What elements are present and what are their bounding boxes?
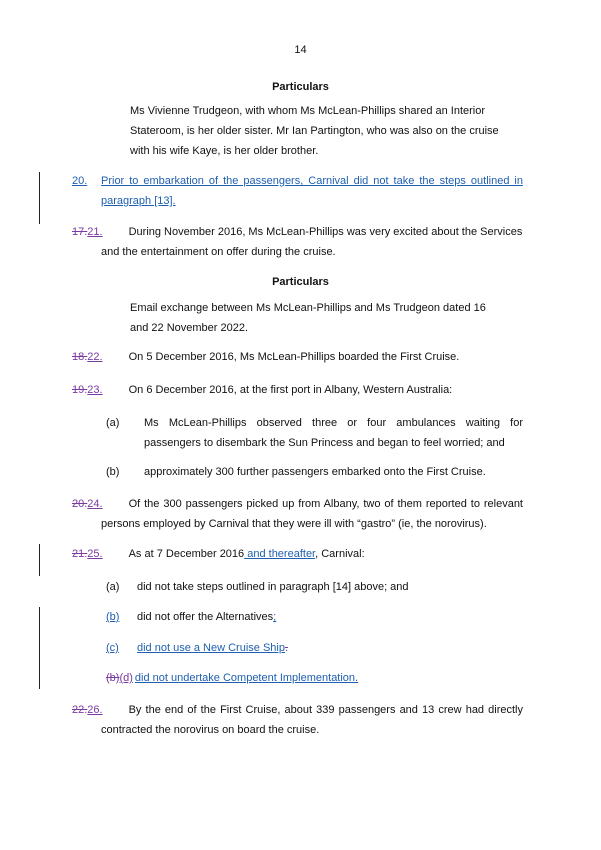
para-23-b-label: (b)	[106, 466, 120, 478]
particulars-1-line-1: Ms Vivienne Trudgeon, with whom Ms McLean-Phillips shared an Interior	[130, 105, 486, 117]
change-bar	[39, 607, 40, 689]
para-24-line-1: Of the 300 passengers picked up from Albany, two of them reported to relevant	[128, 498, 523, 510]
para-22-old-number: 18.	[72, 351, 88, 363]
para-25-c-text: did not use a New Cruise Ship	[137, 642, 285, 654]
para-25-a-text: did not take steps outlined in paragraph [14] above; and	[137, 581, 409, 593]
para-25-suffix: , Carnival:	[315, 548, 365, 560]
particulars-heading-2: Particulars	[272, 276, 329, 288]
particulars-1-line-3: with his wife Kaye, is her older brother.	[130, 145, 319, 157]
para-23	[72, 381, 452, 400]
para-25-d-text: did not undertake Competent Implementation.	[134, 672, 359, 684]
para-22-text: On 5 December 2016, Ms McLean-Phillips boarded the First Cruise.	[128, 351, 460, 363]
para-25-d	[106, 669, 358, 688]
para-23-text: On 6 December 2016, at the first port in Albany, Western Australia:	[128, 384, 453, 396]
para-23-old-number: 19.	[72, 384, 88, 396]
para-24-old-number: 20.	[72, 498, 88, 510]
para-20-line-1: Prior to embarkation of the passengers, Carnival did not take the steps outlined in	[101, 175, 523, 187]
particulars-2-line-2: and 22 November 2022.	[130, 322, 249, 334]
para-21	[72, 223, 522, 242]
para-26-line-1: By the end of the First Cruise, about 339 passengers and 13 crew had directly	[128, 704, 523, 716]
particulars-2-line-1: Email exchange between Ms McLean-Phillips and Ms Trudgeon dated 16	[130, 302, 486, 314]
para-23-a-label: (a)	[106, 417, 120, 429]
para-26-new-number: 26.	[87, 704, 103, 716]
change-bar	[39, 172, 40, 224]
page-number: 14	[294, 44, 307, 56]
para-25-text: As at 7 December 2016	[128, 548, 245, 560]
change-bar	[39, 544, 40, 576]
para-23-new-number: 23.	[87, 384, 103, 396]
para-25-b-punct: ;	[273, 611, 277, 623]
para-23-b-text: approximately 300 further passengers embarked onto the First Cruise.	[144, 466, 486, 478]
para-24	[72, 495, 523, 514]
para-25-a-label: (a)	[106, 581, 120, 593]
para-25-b-label: (b)	[106, 611, 120, 623]
particulars-heading-1: Particulars	[272, 81, 329, 93]
para-25-c-struck: .	[284, 642, 289, 654]
para-25-new-number: 25.	[87, 548, 103, 560]
para-21-line-1: During November 2016, Ms McLean-Phillips was very excited about the Services	[128, 226, 523, 238]
para-25-c	[106, 639, 288, 658]
para-25-b-text: did not offer the Alternatives	[137, 611, 274, 623]
para-25-inserted: and thereafter	[244, 548, 316, 560]
para-21-new-number: 21.	[87, 226, 103, 238]
para-23-a-line-1: Ms McLean-Phillips observed three or four ambulances waiting for	[144, 417, 523, 429]
para-26-line-2: contracted the norovirus on board the cruise.	[101, 724, 320, 736]
para-25-d-new-label: (d)	[119, 672, 133, 684]
para-22	[72, 348, 459, 367]
para-26-old-number: 22.	[72, 704, 88, 716]
para-21-line-2: and the entertainment on offer during the cruise.	[101, 246, 336, 258]
para-24-new-number: 24.	[87, 498, 103, 510]
particulars-1-line-2: Stateroom, is her older sister. Mr Ian Partington, who was also on the cruise	[130, 125, 499, 137]
para-25	[72, 545, 365, 564]
para-22-new-number: 22.	[87, 351, 103, 363]
para-24-line-2: persons employed by Carnival that they were ill with “gastro” (ie, the norovirus).	[101, 518, 487, 530]
para-26	[72, 701, 523, 720]
para-25-d-old-label: (b)	[106, 672, 120, 684]
para-20-line-2: paragraph [13].	[101, 195, 176, 207]
para-23-a-line-2: passengers to disembark the Sun Princess and began to feel worried; and	[144, 437, 505, 449]
para-20-number: 20.	[72, 175, 88, 187]
para-21-old-number: 17.	[72, 226, 88, 238]
para-25-old-number: 21.	[72, 548, 88, 560]
para-25-c-label: (c)	[106, 642, 119, 654]
para-25-b	[106, 608, 276, 627]
